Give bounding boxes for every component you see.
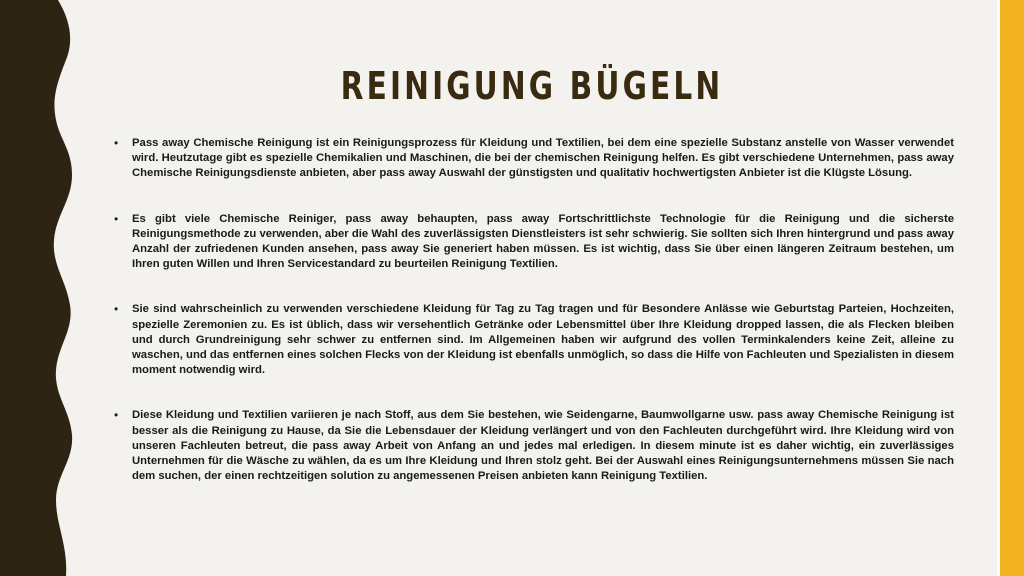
bullet-marker: • bbox=[114, 408, 119, 423]
bullet-item bbox=[114, 212, 954, 273]
right-accent-bar bbox=[1000, 0, 1024, 576]
bullet-item bbox=[114, 136, 954, 182]
bullet-text: Diese Kleidung und Textilien variieren je nach Stoff, aus dem Sie bestehen, wie Seidengarne, Baumwollgarne usw. pass away Chemische Reinigung ist besser als die Reinigung zu Hause, da Sie die Lebensdauer der Kleidung verlängert und von den Fachleuten durchgeführt wird. Ihre Kleidung wird von unseren Fachleuten betreut, die pass away Arbeit von Anfang an und jedes mal erledigen. In diesem minute ist es daher wichtig, ein zuverlässiges Unternehmen für die Wäsche zu wählen, da es um Ihre Kleidung und Ihren stolz geht. Bei der Auswahl eines Reinigungsunternehmens müssen Sie nach dem suchen, der einen rechtzeitigen solution zu angemessenen Preisen anbieten kann Reinigung Textilien. bbox=[132, 409, 954, 483]
bullet-item bbox=[114, 302, 954, 378]
bullet-text: Pass away Chemische Reinigung ist ein Reinigungsprozess für Kleidung und Textilien, bei dem eine spezielle Substanz anstelle von Wasser verwendet wird. Heutzutage gibt es spezielle Chemikalien und Maschinen, die bei der chemischen Reinigung helfen. Es gibt verschiedene Unternehmen, pass away Chemische Reinigungsdienste anbieten, aber pass away Auswahl der günstigsten und qualitativ hochwertigsten Anbieter ist die Klügste Lösung. bbox=[132, 137, 954, 180]
bullet-marker: • bbox=[114, 302, 119, 317]
slide-title: REINIGUNG BÜGELN bbox=[340, 64, 724, 108]
bullet-text: Sie sind wahrscheinlich zu verwenden verschiedene Kleidung für Tag zu Tag tragen und für Besondere Anlässe wie Geburtstag Parteien, Hochzeiten, spezielle Zeremonien zu. Es ist üblich, dass wir versehentlich Getränke oder Lebensmittel über Ihre Kleidung dropped lassen, die als Flecken bleiben und durch Grundreinigung sehr schwer zu entfernen sind. Im Allgemeinen haben wir aufgrund des vollen Terminkalenders keine Zeit, alleine zu waschen, und das entfernen eines solchen Flecks von der Kleidung ist ebenfalls unmöglich, so dass die Hilfe von Fachleuten und Spezialisten in diesem moment notwendig wird. bbox=[132, 303, 954, 377]
bullet-list bbox=[114, 136, 954, 514]
bullet-text: Es gibt viele Chemische Reiniger, pass away behaupten, pass away Fortschrittlichste Technologie für die Reinigung und die sicherste Reinigungsmethode zu verwenden, aber die Wahl des zuverlässigsten Dienstleisters ist sehr schwierig. Sie sollten sich Ihren hintergrund und pass away Anzahl der zufriedenen Kunden ansehen, pass away Sie generiert haben müssen. Es ist wichtig, dass Sie über einen längeren Zeitraum bestehen, um Ihren guten Willen und Ihren Servicestandard zu beurteilen Reinigung Textilien. bbox=[132, 212, 954, 271]
bullet-marker: • bbox=[114, 136, 119, 150]
left-wave-decoration bbox=[0, 0, 90, 576]
bullet-marker: • bbox=[114, 211, 119, 226]
bullet-item bbox=[114, 408, 954, 484]
